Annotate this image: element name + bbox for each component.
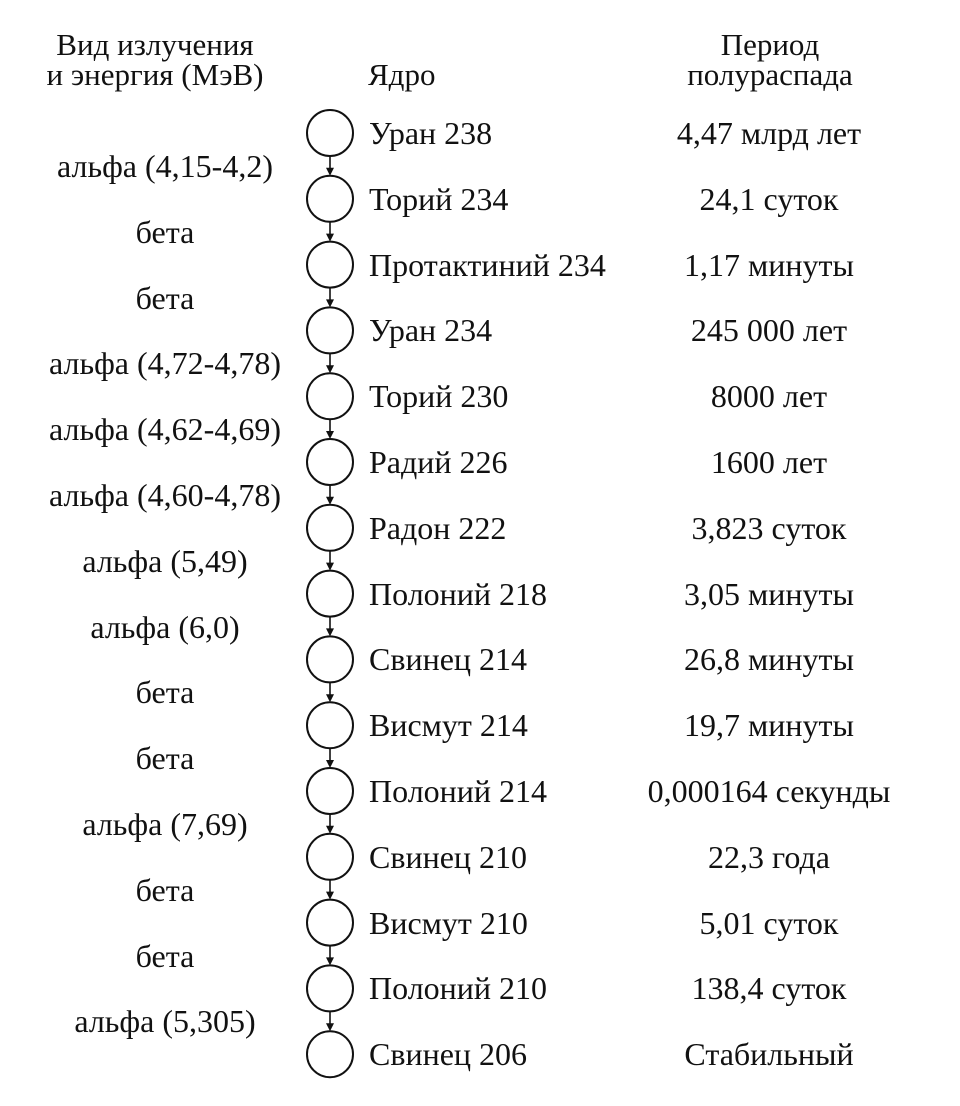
half-life-value: 3,823 суток [691,509,847,546]
nucleus-name: Радий 226 [369,444,508,480]
nucleus-circle [307,110,353,156]
nucleus-circle [307,373,353,419]
nucleus-circle [307,702,353,748]
decay-arrow-head [326,365,334,373]
radiation-label: бета [135,674,195,711]
half-life-value: 1,17 минуты [684,246,854,283]
half-life-value: 19,7 минуты [684,707,854,744]
decay-arrow-head [326,299,334,307]
decay-arrow-head [326,957,334,965]
half-life-value: 138,4 суток [691,970,847,1007]
half-life-value: 8000 лет [710,378,828,415]
nucleus-circle [307,965,353,1011]
radiation-label: альфа (4,15-4,2) [57,147,273,184]
radiation-label: альфа (5,305) [74,1003,256,1040]
decay-arrow-head [326,497,334,505]
nucleus-circle [307,900,353,946]
half-life-value: 24,1 суток [699,180,839,217]
header-radiation-line-1: Вид излучения [56,27,254,62]
half-life-value: 22,3 года [708,838,830,875]
half-life-value: 26,8 минуты [684,641,854,678]
radiation-label: альфа (6,0) [90,608,240,645]
decay-arrow-head [326,694,334,702]
nucleus-name: Уран 234 [369,312,493,349]
radiation-label: бета [135,871,195,908]
nucleus-name: Висмут 210 [369,904,528,941]
nucleus-name: Полоний 218 [369,575,548,612]
radiation-label: альфа (5,49) [82,542,248,579]
radiation-label: бета [135,740,195,777]
nucleus-name: Свинец 206 [369,1036,528,1073]
half-life-value: 245 000 лет [690,312,848,349]
radiation-label: альфа (4,60-4,78) [49,476,281,513]
decay-arrow-head [326,234,334,242]
nucleus-name: Радон 222 [369,509,507,546]
decay-arrow-head [326,826,334,834]
nucleus-name: Уран 238 [369,115,493,151]
nucleus-name: Свинец 210 [369,838,528,875]
nucleus-circle [307,242,353,288]
nucleus-circle [307,571,353,617]
nucleus-circle [307,505,353,551]
half-life-value: 5,01 суток [699,904,839,941]
decay-arrow-head [326,168,334,176]
nucleus-circle [307,1031,353,1077]
decay-arrow-head [326,628,334,636]
header-nucleus: Ядро [368,57,436,92]
nucleus-circle [307,176,353,222]
half-life-value: 4,47 млрд лет [676,115,862,151]
nucleus-name: Протактиний 234 [369,246,606,283]
radiation-label: альфа (7,69) [82,805,248,842]
nucleus-name: Полоний 210 [369,970,548,1007]
radiation-label: бета [135,279,195,316]
nucleus-circle [307,768,353,814]
radiation-label: альфа (4,62-4,69) [49,411,281,448]
nucleus-circle [307,307,353,353]
half-life-value: 0,000164 секунды [647,773,891,809]
radiation-label: бета [135,937,195,974]
nucleus-circle [307,636,353,682]
header-radiation-line-2: и энергия (МэВ) [46,57,264,92]
nucleus-name: Свинец 214 [369,641,528,678]
nucleus-circle [307,439,353,485]
nucleus-name: Полоний 214 [369,773,548,809]
nucleus-name: Торий 230 [369,378,509,415]
decay-arrow-head [326,892,334,900]
decay-arrow-head [326,1023,334,1031]
decay-arrow-head [326,760,334,768]
radiation-label: альфа (4,72-4,78) [49,345,281,382]
radiation-label: бета [135,213,195,250]
nucleus-circle [307,834,353,880]
half-life-value: Стабильный [684,1036,854,1073]
decay-arrow-head [326,563,334,571]
decay-arrow-head [326,431,334,439]
half-life-value: 3,05 минуты [684,575,854,612]
header-half-life-line-2: полураспада [687,57,853,92]
nucleus-name: Висмут 214 [369,707,528,744]
header-half-life-line-1: Период [720,27,820,62]
half-life-value: 1600 лет [710,444,828,480]
nucleus-name: Торий 234 [369,180,509,217]
